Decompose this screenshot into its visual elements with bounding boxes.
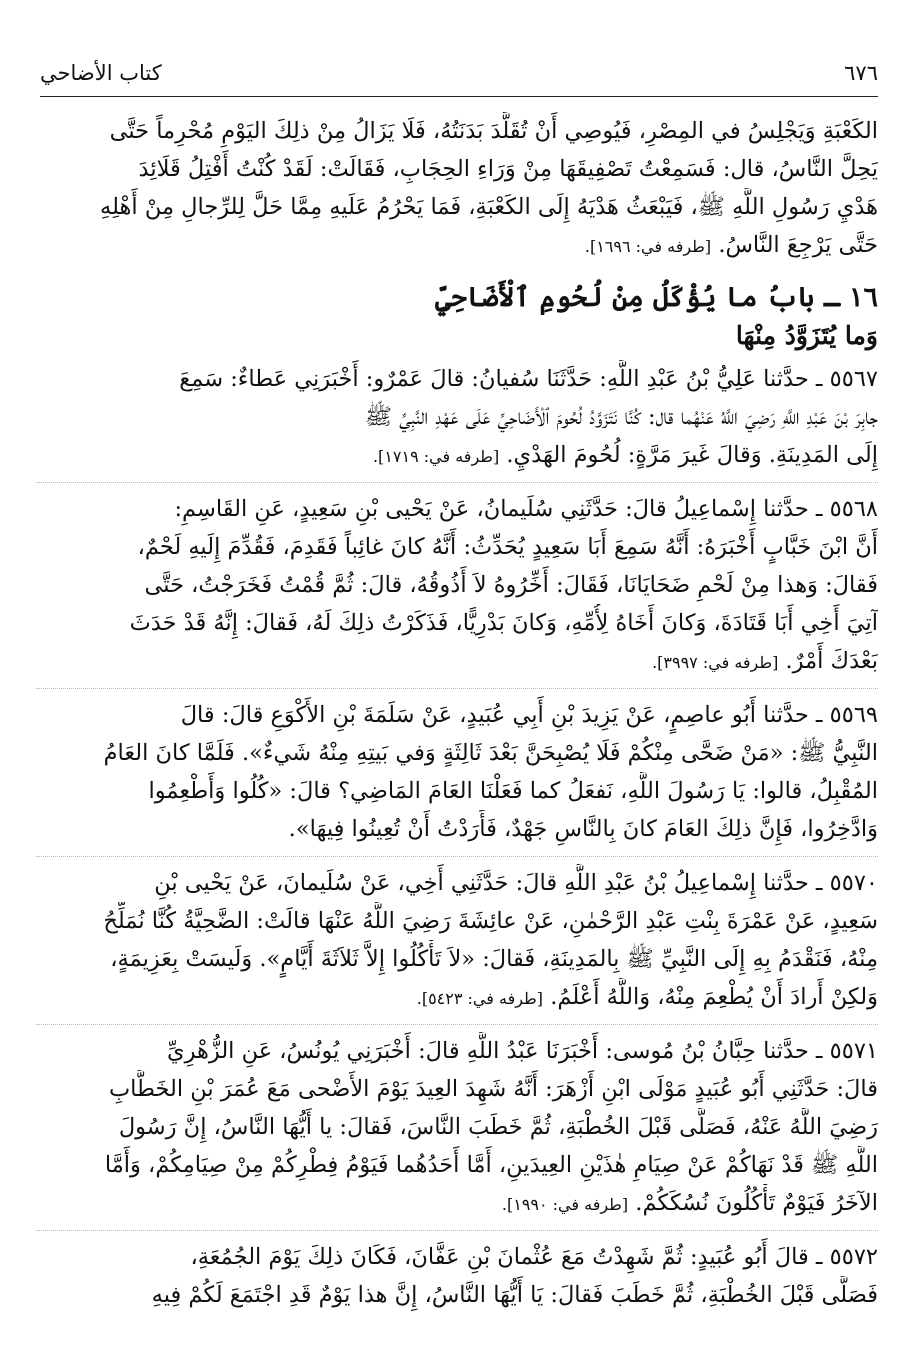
chapter-title-line2: وَما يُتَزَوَّدُ مِنْهَا [735, 321, 878, 350]
hadith-5568 [36, 490, 878, 680]
cross-reference: [طرفه في: ٣٩٩٧]. [652, 653, 779, 672]
text-line [36, 978, 878, 1016]
divider [36, 856, 878, 858]
chapter-title-line1: ١٦ ـ بابُ ما يُؤْكَلُ مِنْ لُحُومِ ٱلْأَضَاحِيِّ [435, 282, 878, 313]
page-body [36, 112, 878, 1314]
text-line [36, 1184, 878, 1222]
text-line [36, 226, 878, 264]
text-line: المُقْبِلُ، قالوا: يَا رَسُولَ اللَّهِ، نَفعَلُ كما فَعَلْنَا العَامَ المَاضِي؟ قالَ: «كُلُوا وَأَطْعِمُوا [148, 778, 878, 804]
line-text: وَلكِنْ أَرادَ أَنْ يُطْعِمَ مِنْهُ، وَاللَّهُ أَعْلَمُ. [550, 984, 878, 1010]
line-text: حَتَّى يَرْجِعَ النَّاسُ. [718, 232, 878, 258]
text-line: اللَّهِ ﷺ قَدْ نَهَاكُمْ عَنْ صِيَامِ هٰذَيْنِ العِيدَينِ، أَمَّا أَحَدُهُما فَيَوْمُ فِطْرِكُمْ مِنْ صِيَامِكُمْ، وَأَمَّا [104, 1152, 878, 1178]
hadith-5572 [36, 1238, 878, 1314]
cross-reference: [طرفه في: ١٩٩٠]. [501, 1195, 629, 1214]
text-line: قالَ: حَدَّثَنِي أَبُو عُبَيدٍ مَوْلَى ابْنِ أَزْهَرَ: أَنَّهُ شَهِدَ العِيدَ يَوْمَ الأَضْحى مَعَ عُمَرَ بْنِ الخَطَّابِ [108, 1076, 878, 1102]
text-line: سَعِيدٍ، عَنْ عَمْرَةَ بِنْتِ عَبْدِ الرَّحْمٰنِ، عَنْ عائِشَةَ رَضِيَ اللَّهُ عَنْهَا قالَتْ: الضَّحِيَّةُ كُنَّا نُمَلِّحُ [103, 908, 878, 934]
text-line: آتِيَ أَخِي أَبَا قَتَادَةَ، وَكانَ أَخَاهُ لِأُمِّهِ، وَكانَ بَدْرِيًّا، فَذَكَرْتُ ذلِكَ لَهُ، فَقالَ: إِنَّهُ قَدْ حَدَثَ [129, 610, 878, 636]
text-line [36, 436, 878, 474]
cross-reference: [طرفه في: ٥٤٢٣]. [416, 989, 544, 1008]
text-line: رَضِيَ اللَّهُ عَنْهُ، فَصَلَّى قَبْلَ الخُطْبَةِ، ثُمَّ خَطَبَ النَّاسَ، فَقالَ: يا أَيُّهَا النَّاسُ، إِنَّ رَسُولَ [118, 1114, 878, 1140]
hadith-5571 [36, 1032, 878, 1222]
page-number: ٦٧٦ [844, 61, 878, 85]
hadith-5570 [36, 864, 878, 1016]
text-line: وَادَّخِرُوا، فَإِنَّ ذلِكَ العَامَ كانَ بِالنَّاسِ جَهْدٌ، فَأَرَدْتُ أَنْ تُعِينُوا فِيهَا». [288, 816, 878, 842]
hadith-5569 [36, 696, 878, 848]
text-line: ٥٥٧٠ ـ حدَّثنا إِسْماعِيلُ بْنُ عَبْدِ اللَّهِ قالَ: حَدَّثَنِي أَخِي، عَنْ سُلَيمانَ، عَنْ يَحْيى بْنِ [154, 870, 878, 896]
text-line: ٥٥٦٨ ـ حدَّثنا إِسْماعِيلُ قالَ: حَدَّثَنِي سُلَيمانُ، عَنْ يَحْيى بْنِ سَعِيدٍ، عَنِ القَاسِمِ: [174, 496, 878, 522]
text-line: أَنَّ ابْنَ خَبَّابٍ أَخْبَرَهُ: أَنَّهُ سَمِعَ أَبَا سَعِيدٍ يُحَدِّثُ: أَنَّهُ كانَ غائِباً فَقَدِمَ، فَقُدِّمَ إِلَيهِ لَحْمٌ، [137, 534, 878, 560]
running-title: كتاب الأضاحي [40, 61, 162, 85]
text-line [36, 642, 878, 680]
text-line: فَقالَ: وَهذا مِنْ لَحْمِ ضَحَايَانَا، فَقَالَ: أَخِّرُوهُ لاَ أَذُوقُهُ، قالَ: ثُمَّ قُمْتُ فَخَرَجْتُ، حَتَّى [144, 572, 878, 598]
chapter-heading [36, 278, 878, 354]
divider [36, 482, 878, 484]
text-line: فَصَلَّى قَبْلَ الخُطْبَةِ، ثُمَّ خَطَبَ فَقالَ: يَا أَيُّهَا النَّاسُ، إِنَّ هذا يَوْمٌ قَدِ اجْتَمَعَ لَكُمْ فِيهِ [151, 1282, 878, 1308]
text-line: جابِرَ بْنَ عَبْدِ اللَّهِ رَضِيَ اللَّهُ عَنْهُما قال: كُنَّا نَتَزَوَّدُ لُحُومَ ٱلْأَضَاحِيِّ عَلَى عَهْدِ النَّبِيِّ ﷺ [364, 404, 878, 430]
hadith-5567 [36, 360, 878, 474]
opening-paragraph [36, 112, 878, 264]
text-line: ٥٥٧١ ـ حدَّثنا حِبَّانُ بْنُ مُوسى: أَخْبَرَنَا عَبْدُ اللَّهِ قالَ: أَخْبَرَنِي يُونُسُ، عَنِ الزُّهْرِيِّ [167, 1038, 878, 1064]
text-line: الكَعْبَةِ وَيَجْلِسُ في المِصْرِ، فَيُوصِي أَنْ تُقَلَّدَ بَدَنَتُهُ، فَلَا يَزَالُ مِنْ ذلِكَ اليَوْمِ مُحْرِماً حَتَّى [109, 118, 878, 144]
divider [36, 688, 878, 690]
cross-reference: [طرفه في: ١٧١٩]. [372, 447, 500, 466]
text-line: ٥٥٧٢ ـ قالَ أَبُو عُبَيدٍ: ثُمَّ شَهِدْتُ مَعَ عُثْمانَ بْنِ عَفَّانَ، فَكَانَ ذلِكَ يَوْمَ الجُمُعَةِ، [190, 1244, 878, 1270]
text-line: النَّبِيُّ ﷺ: «مَنْ ضَحَّى مِنْكُمْ فَلَا يُصْبِحَنَّ بَعْدَ ثَالِثَةٍ وَفي بَيتِهِ مِنْهُ شَيءٌ». فَلَمَّا كانَ العَامُ [103, 740, 878, 766]
cross-reference: [طرفه في: ١٦٩٦]. [584, 237, 712, 256]
line-text: بَعْدَكَ أَمْرٌ. [785, 648, 878, 674]
divider [36, 1024, 878, 1026]
line-text: إِلَى المَدِينَةِ. وَقالَ غَيرَ مَرَّةٍ: لُحُومَ الهَدْيِ. [506, 442, 878, 468]
text-line: يَحِلَّ النَّاسُ، قال: فَسَمِعْتُ تَصْفِيقَهَا مِنْ وَرَاءِ الحِجَابِ، فَقَالَتْ: لَقَدْ كُنْتُ أَفْتِلُ قَلَائِدَ [138, 156, 878, 182]
text-line: ٥٥٦٧ ـ حدَّثنا عَلِيُّ بْنُ عَبْدِ اللَّهِ: حَدَّثَنَا سُفيانُ: قالَ عَمْرٌو: أَخْبَرَنِي عَطاءٌ: سَمِعَ [179, 366, 878, 392]
text-line: ٥٥٦٩ ـ حدَّثنا أَبُو عاصِمٍ، عَنْ يَزِيدَ بْنِ أَبِي عُبَيدٍ، عَنْ سَلَمَةَ بْنِ الأَكْوَعِ قالَ: قالَ [180, 702, 878, 728]
divider [36, 1230, 878, 1232]
line-text: الآخَرُ فَيَوْمٌ تَأْكُلُونَ نُسُكَكُمْ. [635, 1190, 878, 1216]
text-line: مِنْهُ، فَنَقْدَمُ بِهِ إِلَى النَّبِيِّ ﷺ بِالمَدِينَةِ، فَقالَ: «لاَ تَأْكُلُوا إِلاَّ ثَلاَثَةَ أَيَّامٍ». وَلَيسَتْ بِعَزِيمَةٍ، [110, 946, 878, 972]
text-line: هَدْيِ رَسُولِ اللَّهِ ﷺ، فَيَبْعَثُ هَدْيَهُ إِلَى الكَعْبَةِ، فَمَا يَحْرُمُ عَلَيهِ مِمَّا حَلَّ لِلرِّجالِ مِنْ أَهْلِهِ [100, 194, 878, 220]
page-header [40, 50, 878, 97]
